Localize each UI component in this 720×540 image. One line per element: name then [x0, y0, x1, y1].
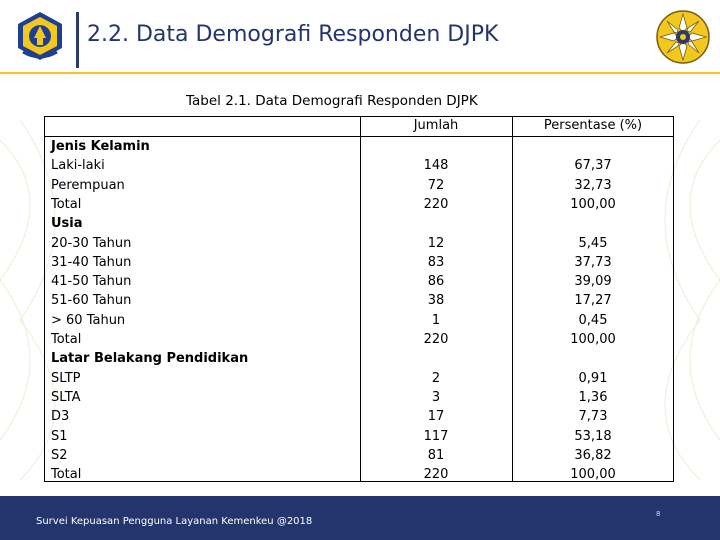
cell-jumlah: 1 [431, 312, 441, 328]
header-accent-line [0, 72, 720, 74]
row-label: 41-50 Tahun [51, 274, 132, 290]
row-label: SLTA [51, 389, 81, 405]
row-label: 20-30 Tahun [51, 235, 132, 251]
row-label: SLTP [51, 370, 81, 386]
cell-persentase: 53,18 [574, 428, 612, 444]
cell-jumlah: 3 [431, 389, 441, 405]
section-heading: Latar Belakang Pendidikan [51, 351, 249, 367]
table-caption: Tabel 2.1. Data Demografi Responden DJPK [186, 93, 478, 109]
row-label: 31-40 Tahun [51, 254, 132, 270]
cell-persentase: 37,73 [574, 254, 612, 270]
cell-persentase: 32,73 [574, 177, 612, 193]
cell-persentase: 100,00 [570, 467, 616, 483]
cell-jumlah: 86 [427, 274, 445, 290]
column-header-persentase: Persentase (%) [543, 118, 643, 133]
cell-persentase: 7,73 [578, 409, 608, 425]
cell-jumlah: 12 [427, 235, 445, 251]
cell-jumlah: 38 [427, 293, 445, 309]
cell-jumlah: 81 [427, 447, 445, 463]
cell-persentase: 17,27 [574, 293, 612, 309]
row-label: > 60 Tahun [51, 312, 126, 328]
ugm-seal-icon [654, 8, 712, 66]
cell-jumlah: 220 [423, 196, 449, 212]
cell-jumlah: 220 [423, 467, 449, 483]
cell-jumlah: 72 [427, 177, 445, 193]
cell-persentase: 5,45 [578, 235, 608, 251]
cell-jumlah: 17 [427, 409, 445, 425]
row-label: 51-60 Tahun [51, 293, 132, 309]
row-label: S2 [51, 447, 68, 463]
row-label: S1 [51, 428, 68, 444]
row-label: D3 [51, 409, 70, 425]
cell-persentase: 0,91 [578, 370, 608, 386]
row-label: Total [51, 196, 82, 212]
column-header-jumlah: Jumlah [413, 118, 459, 133]
section-heading: Usia [51, 216, 83, 232]
row-label: Perempuan [51, 177, 125, 193]
cell-persentase: 67,37 [574, 158, 612, 174]
cell-jumlah: 83 [427, 254, 445, 270]
cell-persentase: 0,45 [578, 312, 608, 328]
cell-jumlah: 2 [431, 370, 441, 386]
cell-persentase: 100,00 [570, 332, 616, 347]
kemenkeu-emblem-icon [12, 8, 68, 64]
page-number: 8 [656, 510, 661, 518]
cell-persentase: 36,82 [574, 447, 612, 463]
cell-persentase: 39,09 [574, 274, 612, 290]
row-label: Total [51, 332, 82, 347]
cell-jumlah: 220 [423, 332, 449, 347]
header-divider [76, 12, 79, 68]
row-label: Laki-laki [51, 158, 105, 174]
cell-persentase: 1,36 [578, 389, 608, 405]
cell-persentase: 100,00 [570, 196, 616, 212]
page-title: 2.2. Data Demografi Responden DJPK [87, 22, 499, 47]
footer-text: Survei Kepuasan Pengguna Layanan Kemenkeu @2018 [36, 516, 313, 527]
row-label: Total [51, 467, 82, 483]
cell-jumlah: 148 [423, 158, 449, 174]
cell-jumlah: 117 [423, 428, 449, 444]
section-heading: Jenis Kelamin [51, 139, 150, 154]
